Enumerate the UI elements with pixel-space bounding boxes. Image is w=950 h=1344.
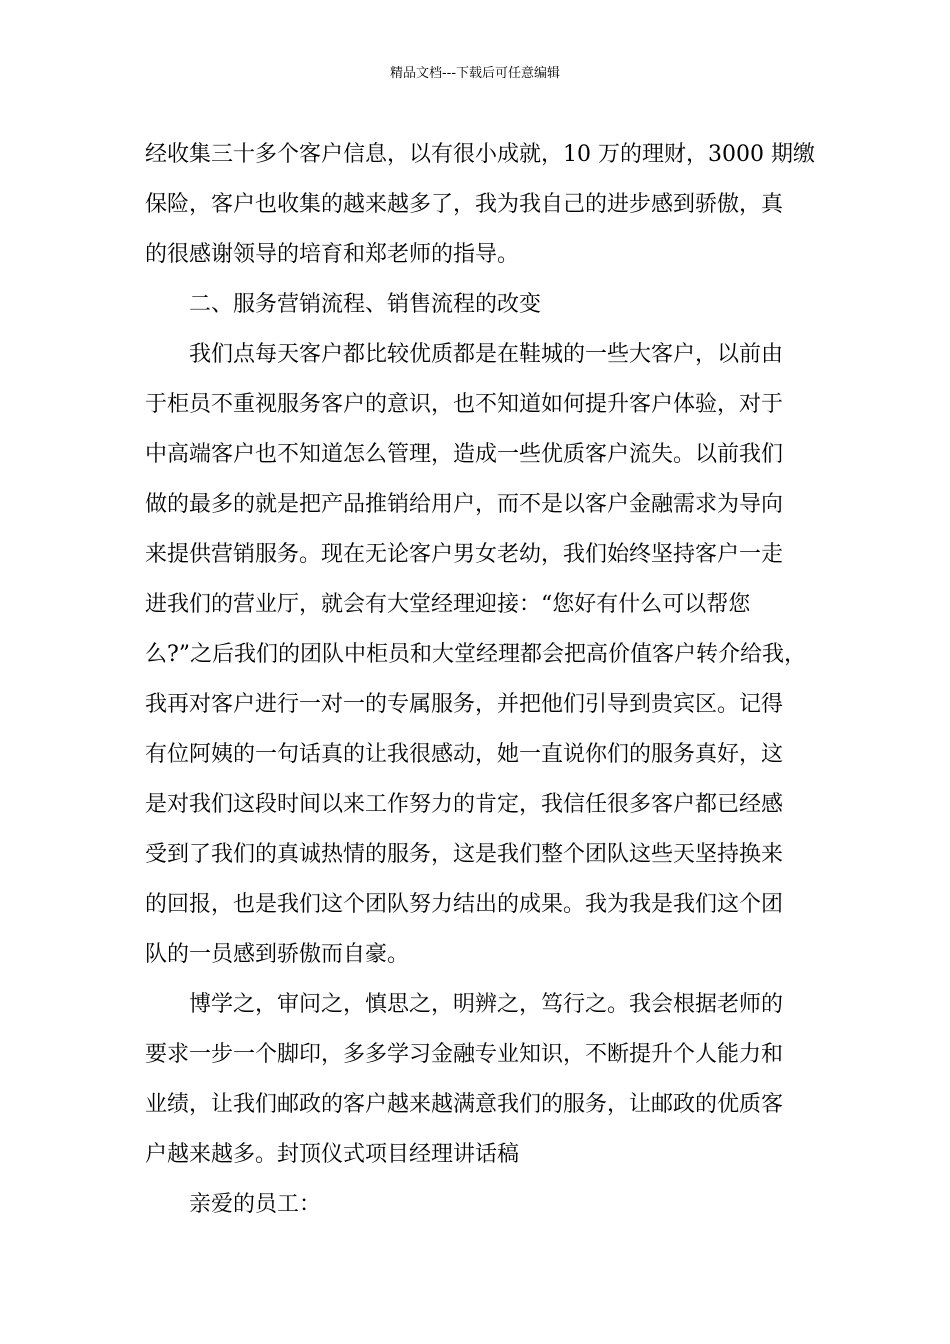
text-line: 中高端客户也不知道怎么管理，造成一些优质客户流失。以前我们 [145,442,784,467]
text-line: 户越来越多。封顶仪式项目经理讲话稿 [145,1142,520,1167]
text-line: 是对我们这段时间以来工作努力的肯定，我信任很多客户都已经感 [145,792,784,817]
text-line: 保险，客户也收集的越来越多了，我为我自己的进步感到骄傲，真 [145,192,784,217]
text-line: 于柜员不重视服务客户的意识，也不知道如何提升客户体验，对于 [145,392,784,417]
salutation: 亲爱的员工： [145,1192,322,1217]
text-line: 业绩，让我们邮政的客户越来越满意我们的服务，让邮政的优质客 [145,1092,784,1117]
text-line: 受到了我们的真诚热情的服务，这是我们整个团队这些天坚持换来 [145,842,784,867]
text-line: 的回报，也是我们这个团队努力结出的成果。我为我是我们这个团 [145,892,784,917]
text-line: 我们点每天客户都比较优质都是在鞋城的一些大客户，以前由 [145,342,784,367]
document-body [145,130,821,1230]
text-line: 做的最多的就是把产品推销给用户，而不是以客户金融需求为导向 [145,492,784,517]
text-line: 来提供营销服务。现在无论客户男女老幼，我们始终坚持客户一走 [145,542,784,567]
text-line: 有位阿姨的一句话真的让我很感动，她一直说你们的服务真好，这 [145,742,784,767]
section-heading: 二、服务营销流程、销售流程的改变 [145,292,542,317]
text-line: 要求一步一个脚印，多多学习金融专业知识，不断提升个人能力和 [145,1042,784,1067]
text-line: 么?”之后我们的团队中柜员和大堂经理都会把高价值客户转介给我， [145,642,807,667]
text-line: 的很感谢领导的培育和郑老师的指导。 [145,242,520,267]
text-line: 经收集三十多个客户信息，以有很小成就，10 万的理财，3000 期缴 [145,142,815,167]
text-line: 我再对客户进行一对一的专属服务，并把他们引导到贵宾区。记得 [145,692,784,717]
text-line: 博学之，审问之，慎思之，明辨之，笃行之。我会根据老师的 [145,992,784,1017]
text-line: 进我们的营业厅，就会有大堂经理迎接：“您好有什么可以帮您 [145,592,751,617]
text-line: 队的一员感到骄傲而自豪。 [145,942,410,967]
page-header: 精品文档---下载后可任意编辑 [389,66,561,81]
